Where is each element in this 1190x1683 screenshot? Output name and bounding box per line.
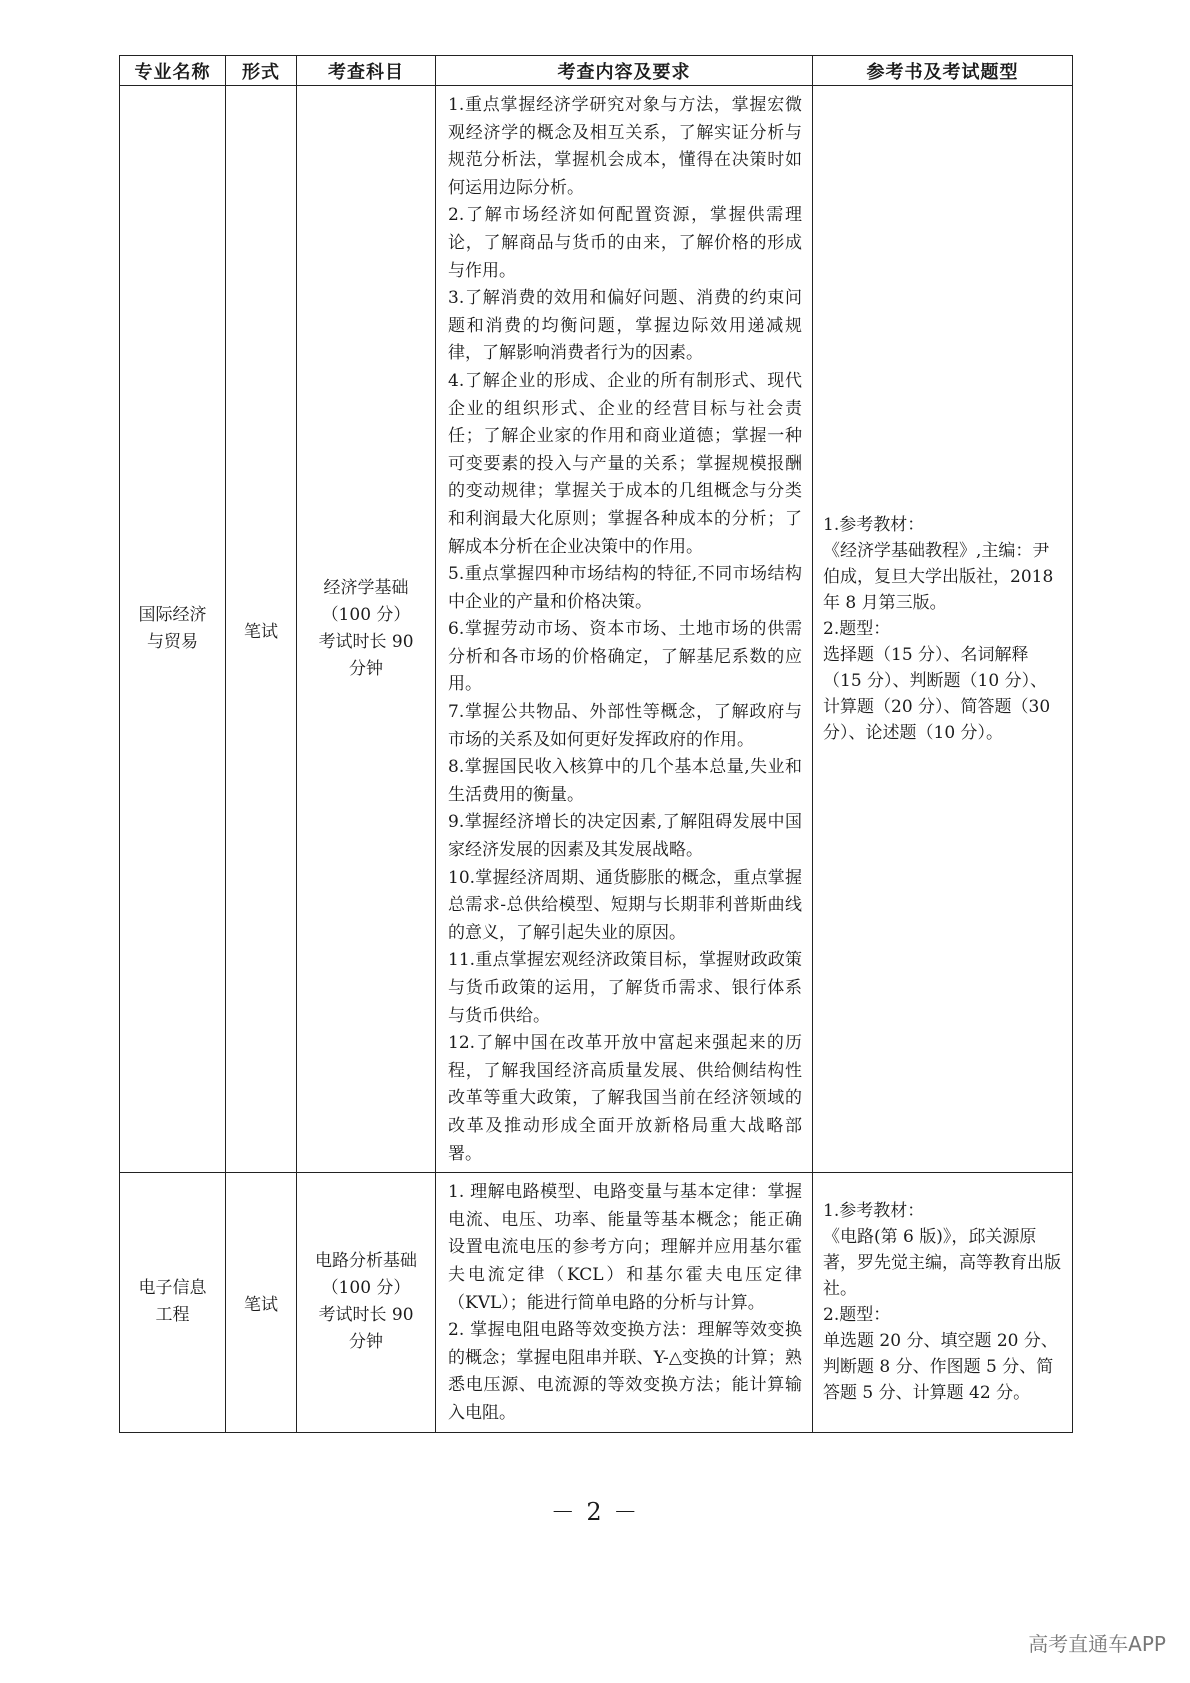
app-watermark: 高考直通车APP: [1028, 1632, 1166, 1656]
reference-cell: [813, 1173, 1073, 1432]
requirement-item: 5.重点掌握四种市场结构的特征,不同市场结构中企业的产量和价格决策。: [448, 564, 802, 612]
major-name-cell: 电子信息工程: [120, 1173, 226, 1432]
reference-line: 选择题（15 分）、名词解释（15 分）、判断题（10 分）、计算题（20 分）、简答题（30 分）、论述题（10 分）。: [823, 645, 1051, 744]
requirement-item: 8.掌握国民收入核算中的几个基本总量,失业和生活费用的衡量。: [448, 757, 802, 805]
requirement-item: 1. 理解电路模型、电路变量与基本定律：掌握电流、电压、功率、能量等基本概念；能正确设置电流电压的参考方向；理解并应用基尔霍夫电流定律（KCL）和基尔霍夫电压定律（KVL）；能进行简单电路的分析与计算。: [448, 1182, 802, 1313]
header-requirements: 考查内容及要求: [436, 56, 813, 86]
requirement-item: 12.了解中国在改革开放中富起来强起来的历程，了解我国经济高质量发展、供给侧结构性改革等重大政策，了解我国当前在经济领域的改革及推动形成全面开放新格局重大战略部署。: [448, 1033, 802, 1164]
header-major: 专业名称: [120, 56, 226, 86]
header-subject: 考查科目: [297, 56, 436, 86]
exam-requirements-table: [119, 55, 1073, 1433]
reference-line: 单选题 20 分、填空题 20 分、判断题 8 分、作图题 5 分、简答题 5 分、计算题 42 分。: [823, 1331, 1058, 1404]
requirements-cell: [436, 1173, 813, 1432]
major-name-cell: 国际经济与贸易: [120, 86, 226, 1173]
subject-line: （100 分）: [321, 1278, 411, 1299]
subject-line: 考试时长 90: [318, 632, 414, 653]
subject-line: 考试时长 90: [318, 1305, 414, 1326]
reference-line: 2.题型：: [823, 1305, 891, 1326]
requirements-cell: [436, 86, 813, 1173]
requirement-item: 9.掌握经济增长的决定因素,了解阻碍发展中国家经济发展的因素及其发展战略。: [448, 812, 802, 861]
requirement-item: 6.掌握劳动市场、资本市场、土地市场的供需分析和各市场的价格确定，了解基尼系数的应用。: [448, 619, 802, 695]
subject-cell: [297, 1173, 436, 1432]
subject-line: 分钟: [349, 659, 383, 680]
page-number: － 2 －: [550, 1498, 640, 1526]
requirement-item: 2. 掌握电阻电路等效变换方法：理解等效变换的概念；掌握电阻串并联、Y-△变换的计算；熟悉电压源、电流源的等效变换方法；能计算输入电阻。: [448, 1320, 802, 1423]
subject-line: （100 分）: [321, 605, 411, 626]
reference-cell: [813, 86, 1073, 1173]
header-form: 形式: [226, 56, 297, 86]
table-header-row: [120, 56, 1073, 86]
requirement-item: 7.掌握公共物品、外部性等概念，了解政府与市场的关系及如何更好发挥政府的作用。: [448, 702, 802, 750]
reference-line: 《电路(第 6 版)》，邱关源原著，罗先觉主编，高等教育出版社。: [823, 1227, 1061, 1300]
requirement-item: 2.了解市场经济如何配置资源，掌握供需理论，了解商品与货币的由来，了解价格的形成与作用。: [448, 205, 802, 281]
reference-line: 1.参考教材：: [823, 515, 925, 536]
exam-form-cell: 笔试: [226, 86, 297, 1173]
table-row: [120, 1173, 1073, 1432]
requirement-item: 10.掌握经济周期、通货膨胀的概念，重点掌握总需求-总供给模型、短期与长期菲利普斯曲线的意义，了解引起失业的原因。: [448, 867, 802, 943]
subject-line: 分钟: [349, 1332, 383, 1353]
exam-form-cell: 笔试: [226, 1173, 297, 1432]
reference-line: 《经济学基础教程》,主编：尹伯成，复旦大学出版社，2018 年 8 月第三版。: [823, 541, 1054, 614]
requirement-item: 3.了解消费的效用和偏好问题、消费的约束问题和消费的均衡问题，掌握边际效用递减规律，了解影响消费者行为的因素。: [448, 288, 802, 364]
subject-line: 经济学基础: [323, 578, 409, 599]
header-reference: 参考书及考试题型: [813, 56, 1073, 86]
table-row: [120, 86, 1073, 1173]
requirement-item: 1.重点掌握经济学研究对象与方法，掌握宏微观经济学的概念及相互关系，了解实证分析与规范分析法，掌握机会成本，懂得在决策时如何运用边际分析。: [448, 95, 802, 198]
reference-line: 2.题型：: [823, 619, 891, 640]
reference-line: 1.参考教材：: [823, 1201, 925, 1222]
requirement-item: 4.了解企业的形成、企业的所有制形式、现代企业的组织形式、企业的经营目标与社会责任；了解企业家的作用和商业道德；掌握一种可变要素的投入与产量的关系；掌握规模报酬的变动规律；掌握关于成本的几组概念与分类和利润最大化原则；掌握各种成本的分析；了解成本分析在企业决策中的作用。: [448, 370, 802, 557]
requirement-item: 11.重点掌握宏观经济政策目标，掌握财政政策与货币政策的运用，了解货币需求、银行体系与货币供给。: [448, 950, 802, 1026]
subject-line: 电路分析基础: [315, 1251, 417, 1272]
subject-cell: [297, 86, 436, 1173]
